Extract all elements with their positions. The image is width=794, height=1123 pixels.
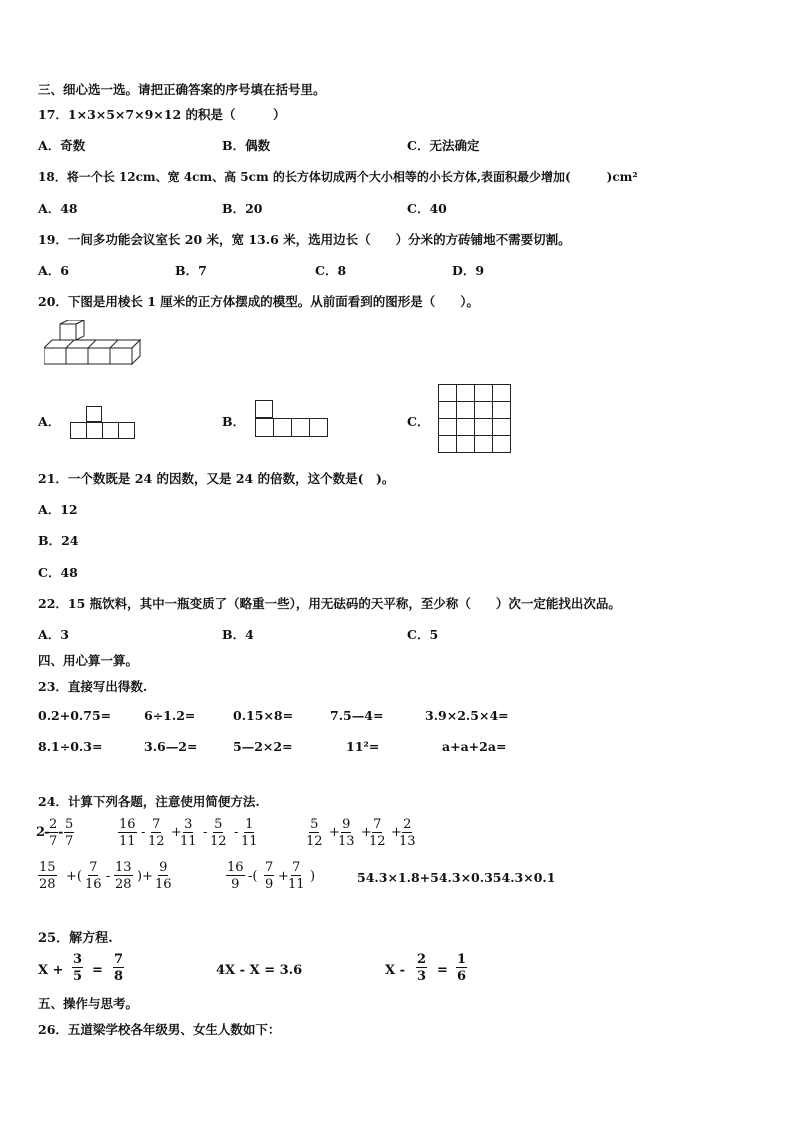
q24-e2-fraction <box>180 818 197 848</box>
q22-option-b: B．4 <box>222 627 254 642</box>
denominator: 12 <box>306 834 323 849</box>
q24-e2-op: - <box>234 825 239 840</box>
q17-stem: 17．1×3×5×7×9×12 的积是（ ） <box>38 107 286 122</box>
denominator: 13 <box>399 834 416 849</box>
denominator: 11 <box>180 834 197 849</box>
numerator: 15 <box>39 860 56 875</box>
q25-eq3-left: X - <box>385 963 406 978</box>
numerator: 2 <box>49 817 58 832</box>
q24-e2-op: - <box>203 825 208 840</box>
q24-e3-fraction <box>338 818 355 848</box>
numerator: 7 <box>265 860 274 875</box>
numerator: 7 <box>89 860 98 875</box>
numerator: 2 <box>403 817 412 832</box>
q23-item: 0.2+0.75= <box>38 708 112 723</box>
q21-option-b: B．24 <box>38 533 79 548</box>
q19-option-b: B．7 <box>175 263 207 278</box>
q17-option-c: C．无法确定 <box>407 138 480 153</box>
numerator: 13 <box>115 860 132 875</box>
q24-e3-fraction <box>369 818 386 848</box>
q19-option-a: A．6 <box>38 263 69 278</box>
denominator: 12 <box>148 834 165 849</box>
q24-e3-op: + <box>391 825 402 840</box>
denominator: 11 <box>288 877 305 892</box>
q24-e5-fraction <box>288 861 305 891</box>
q23-item: 3.9×2.5×4= <box>425 708 509 723</box>
q24-e3-op: + <box>361 825 372 840</box>
q24-e1-op: - <box>44 825 50 840</box>
denominator: 11 <box>119 834 136 849</box>
q23-item: 7.5—4= <box>330 708 384 723</box>
q17-option-b: B．偶数 <box>222 138 271 153</box>
q24-e4-op: +( <box>66 869 82 884</box>
denominator: 28 <box>39 877 56 892</box>
q24-e2-op: + <box>171 825 182 840</box>
q24-e6: 54.3×1.8+54.3×0.354.3×0.1 <box>357 870 556 885</box>
q18-stem: 18．将一个长 12cm、宽 4cm、高 5cm 的长方体切成两个大小相等的小长方体,表面积最少增加( )cm² <box>38 170 638 184</box>
q23-item: 3.6—2= <box>144 739 198 754</box>
section5-title: 五、操作与思考。 <box>38 996 139 1011</box>
q24-e5-op: ) <box>310 869 316 884</box>
q23-item: 0.15×8= <box>233 708 294 723</box>
denominator: 3 <box>417 969 427 984</box>
denominator: 12 <box>210 834 227 849</box>
q24-e1-fraction <box>64 818 74 848</box>
q24-e2-fraction <box>210 818 227 848</box>
numerator: 5 <box>310 817 319 832</box>
denominator: 7 <box>65 834 74 849</box>
denominator: 12 <box>369 834 386 849</box>
q24-stem: 24．计算下列各题，注意使用简便方法. <box>38 794 260 809</box>
cube-model-figure <box>44 320 150 368</box>
q24-e1-whole: 2 <box>36 825 46 840</box>
denominator: 16 <box>85 877 102 892</box>
numerator: 9 <box>342 817 351 832</box>
q21-option-a: A．12 <box>38 502 78 517</box>
q26-stem: 26．五道梁学校各年级男、女生人数如下： <box>38 1022 281 1037</box>
q20-option-a: A． <box>38 414 61 429</box>
q24-e2-op: - <box>141 825 146 840</box>
denominator: 5 <box>73 969 83 984</box>
q24-e1-fraction <box>48 818 58 848</box>
q20-option-b: B． <box>222 414 246 429</box>
q23-item: 8.1÷0.3= <box>38 739 103 754</box>
q24-e3-fraction <box>306 818 323 848</box>
section3-title: 三、细心选一选。请把正确答案的序号填在括号里。 <box>38 82 326 97</box>
q19-option-d: D．9 <box>452 263 485 278</box>
q22-option-c: C．5 <box>407 627 439 642</box>
q20-option-c: C． <box>407 414 430 429</box>
denominator: 13 <box>338 834 355 849</box>
q19-option-c: C．8 <box>315 263 347 278</box>
numerator: 1 <box>457 952 467 967</box>
q24-e2-fraction <box>241 818 258 848</box>
q24-e5-fraction <box>264 861 274 891</box>
q24-e3-fraction <box>399 818 416 848</box>
q23-item: a+a+2a= <box>442 739 507 754</box>
q24-e4-fraction <box>155 861 172 891</box>
numerator: 5 <box>65 817 74 832</box>
q23-item: 6÷1.2= <box>144 708 196 723</box>
denominator: 7 <box>49 834 58 849</box>
q25-eq1-equals: = <box>92 963 103 978</box>
q20-stem: 20．下图是用棱长 1 厘米的正方体摆成的模型。从前面看到的图形是（ ）。 <box>38 294 480 309</box>
q24-e2-fraction <box>148 818 165 848</box>
q25-eq1-left: X + <box>38 963 64 978</box>
q24-e2-fraction <box>118 818 137 848</box>
q25-eq2: 4X - X = 3.6 <box>216 963 303 978</box>
q24-e3-op: + <box>329 825 340 840</box>
q18-option-a: A．48 <box>38 201 78 216</box>
numerator: 3 <box>184 817 193 832</box>
q24-e5-op: + <box>278 869 289 884</box>
q18-option-b: B．20 <box>222 201 263 216</box>
q25-stem: 25．解方程. <box>38 931 113 946</box>
numerator: 7 <box>152 817 161 832</box>
denominator: 16 <box>155 877 172 892</box>
q24-e5-op: -( <box>248 869 258 884</box>
numerator: 16 <box>119 817 136 832</box>
q25-eq1-fraction <box>72 953 83 983</box>
q22-stem: 22．15 瓶饮料，其中一瓶变质了（略重一些），用无砝码的天平称，至少称（ ）次一定能找出次品。 <box>38 596 621 611</box>
section4-title: 四、用心算一算。 <box>38 653 139 668</box>
q21-stem: 21．一个数既是 24 的因数，又是 24 的倍数，这个数是( )。 <box>38 471 395 486</box>
q24-e4-op: - <box>106 869 111 884</box>
q18-option-c: C．40 <box>407 201 447 216</box>
q19-stem: 19．一间多功能会议室长 20 米，宽 13.6 米，选用边长（ ）分米的方砖铺地不需要切割。 <box>38 232 571 247</box>
denominator: 28 <box>115 877 132 892</box>
q17-option-a: A．奇数 <box>38 138 86 153</box>
q23-stem: 23．直接写出得数. <box>38 679 148 694</box>
numerator: 2 <box>417 952 427 967</box>
denominator: 11 <box>241 834 258 849</box>
q21-option-c: C．48 <box>38 565 78 580</box>
numerator: 1 <box>245 817 254 832</box>
q24-e4-fraction <box>38 861 57 891</box>
denominator: 8 <box>114 969 124 984</box>
numerator: 9 <box>159 860 168 875</box>
q24-e5-fraction <box>226 861 245 891</box>
q20-option-b-figure <box>255 400 329 436</box>
q20-option-c-figure <box>438 384 510 452</box>
q23-item: 5—2×2= <box>233 739 293 754</box>
numerator: 7 <box>292 860 301 875</box>
q22-option-a: A．3 <box>38 627 69 642</box>
numerator: 7 <box>373 817 382 832</box>
denominator: 9 <box>265 877 274 892</box>
q23-item: 11²= <box>346 739 380 754</box>
q25-eq3-fraction <box>416 953 427 983</box>
numerator: 3 <box>73 952 83 967</box>
q24-e1-op: - <box>58 825 64 840</box>
q25-eq3-equals: = <box>437 963 448 978</box>
q25-eq1-fraction <box>113 953 124 983</box>
numerator: 7 <box>114 952 124 967</box>
numerator: 5 <box>214 817 223 832</box>
denominator: 9 <box>231 877 240 892</box>
q24-e4-op: )+ <box>137 869 153 884</box>
q25-eq3-fraction <box>456 953 467 983</box>
q20-option-a-figure <box>70 406 132 438</box>
q24-e4-fraction <box>85 861 102 891</box>
denominator: 6 <box>457 969 467 984</box>
numerator: 16 <box>227 860 244 875</box>
q24-e4-fraction <box>114 861 133 891</box>
